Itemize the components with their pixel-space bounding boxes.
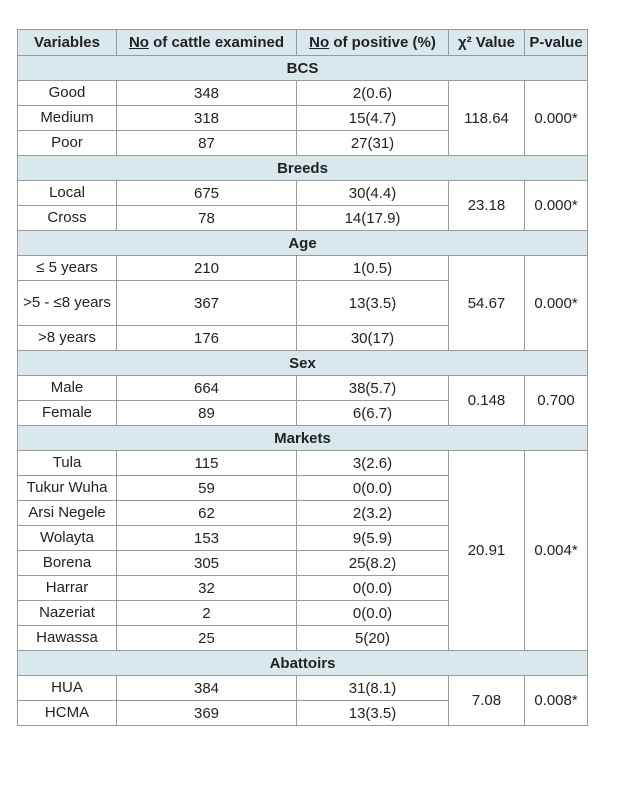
examined-cell: 115	[117, 451, 297, 476]
chi-square-cell: 23.18	[449, 181, 525, 231]
chi-square-cell: 118.64	[449, 81, 525, 156]
positive-cell: 27(31)	[297, 131, 449, 156]
positive-cell: 9(5.9)	[297, 526, 449, 551]
variable-cell: Harrar	[18, 576, 117, 601]
positive-cell: 13(3.5)	[297, 701, 449, 726]
examined-cell: 25	[117, 626, 297, 651]
variable-cell: Hawassa	[18, 626, 117, 651]
header-positive	[297, 30, 449, 56]
chi-square-cell: 54.67	[449, 256, 525, 351]
examined-cell: 384	[117, 676, 297, 701]
header-cattle-no: No	[128, 34, 149, 51]
examined-cell: 78	[117, 206, 297, 231]
section-header-row	[18, 156, 588, 181]
examined-cell: 210	[117, 256, 297, 281]
table-body	[18, 56, 588, 726]
table-row	[18, 181, 588, 206]
positive-cell: 25(8.2)	[297, 551, 449, 576]
variable-cell: HUA	[18, 676, 117, 701]
positive-cell: 13(3.5)	[297, 281, 449, 326]
variable-cell: HCMA	[18, 701, 117, 726]
variable-cell: Good	[18, 81, 117, 106]
header-cattle-rest: of cattle examined	[148, 34, 285, 51]
positive-cell: 0(0.0)	[297, 476, 449, 501]
positive-cell: 30(17)	[297, 326, 449, 351]
variable-cell: Borena	[18, 551, 117, 576]
variable-cell: Tula	[18, 451, 117, 476]
section-title: Age	[18, 231, 588, 256]
positive-cell: 30(4.4)	[297, 181, 449, 206]
table-row	[18, 451, 588, 476]
positive-cell: 0(0.0)	[297, 576, 449, 601]
section-header-row	[18, 651, 588, 676]
section-title: Sex	[18, 351, 588, 376]
variable-cell: Female	[18, 401, 117, 426]
positive-cell: 2(0.6)	[297, 81, 449, 106]
variable-cell: Poor	[18, 131, 117, 156]
variable-cell: Male	[18, 376, 117, 401]
positive-cell: 14(17.9)	[297, 206, 449, 231]
header-cattle-examined	[117, 30, 297, 56]
examined-cell: 2	[117, 601, 297, 626]
examined-cell: 367	[117, 281, 297, 326]
table-row	[18, 376, 588, 401]
examined-cell: 675	[117, 181, 297, 206]
positive-cell: 2(3.2)	[297, 501, 449, 526]
examined-cell: 32	[117, 576, 297, 601]
positive-cell: 0(0.0)	[297, 601, 449, 626]
prevalence-table	[17, 29, 588, 726]
examined-cell: 62	[117, 501, 297, 526]
positive-cell: 31(8.1)	[297, 676, 449, 701]
examined-cell: 305	[117, 551, 297, 576]
section-header-row	[18, 231, 588, 256]
section-title: Markets	[18, 426, 588, 451]
section-header-row	[18, 56, 588, 81]
positive-cell: 5(20)	[297, 626, 449, 651]
examined-cell: 89	[117, 401, 297, 426]
examined-cell: 87	[117, 131, 297, 156]
table-row	[18, 676, 588, 701]
section-header-row	[18, 351, 588, 376]
header-row	[18, 30, 588, 56]
positive-cell: 1(0.5)	[297, 256, 449, 281]
variable-cell: Local	[18, 181, 117, 206]
positive-cell: 6(6.7)	[297, 401, 449, 426]
header-variables: Variables	[18, 30, 117, 56]
variable-cell: Tukur Wuha	[18, 476, 117, 501]
section-title: Breeds	[18, 156, 588, 181]
p-value-cell: 0.000*	[525, 81, 588, 156]
p-value-cell: 0.000*	[525, 181, 588, 231]
variable-cell: Cross	[18, 206, 117, 231]
p-value-cell: 0.700	[525, 376, 588, 426]
p-value-cell: 0.008*	[525, 676, 588, 726]
variable-cell: Nazeriat	[18, 601, 117, 626]
table-header	[18, 30, 588, 56]
header-positive-no: No	[309, 34, 330, 51]
examined-cell: 153	[117, 526, 297, 551]
chi-square-cell: 0.148	[449, 376, 525, 426]
chi-square-cell: 20.91	[449, 451, 525, 651]
positive-cell: 3(2.6)	[297, 451, 449, 476]
section-title: Abattoirs	[18, 651, 588, 676]
examined-cell: 664	[117, 376, 297, 401]
examined-cell: 348	[117, 81, 297, 106]
positive-cell: 15(4.7)	[297, 106, 449, 131]
variable-cell: >5 - ≤8 years	[18, 281, 117, 326]
variable-cell: >8 years	[18, 326, 117, 351]
variable-cell: Wolayta	[18, 526, 117, 551]
variable-cell: Medium	[18, 106, 117, 131]
header-positive-rest: of positive (%)	[329, 34, 436, 51]
examined-cell: 369	[117, 701, 297, 726]
examined-cell: 59	[117, 476, 297, 501]
p-value-cell: 0.000*	[525, 256, 588, 351]
table-row	[18, 256, 588, 281]
chi-square-cell: 7.08	[449, 676, 525, 726]
header-chi-value: χ² Value	[449, 30, 525, 56]
section-title: BCS	[18, 56, 588, 81]
variable-cell: ≤ 5 years	[18, 256, 117, 281]
header-p-value: P-value	[525, 30, 588, 56]
p-value-cell: 0.004*	[525, 451, 588, 651]
variable-cell: Arsi Negele	[18, 501, 117, 526]
examined-cell: 318	[117, 106, 297, 131]
examined-cell: 176	[117, 326, 297, 351]
section-header-row	[18, 426, 588, 451]
table-row	[18, 81, 588, 106]
positive-cell: 38(5.7)	[297, 376, 449, 401]
